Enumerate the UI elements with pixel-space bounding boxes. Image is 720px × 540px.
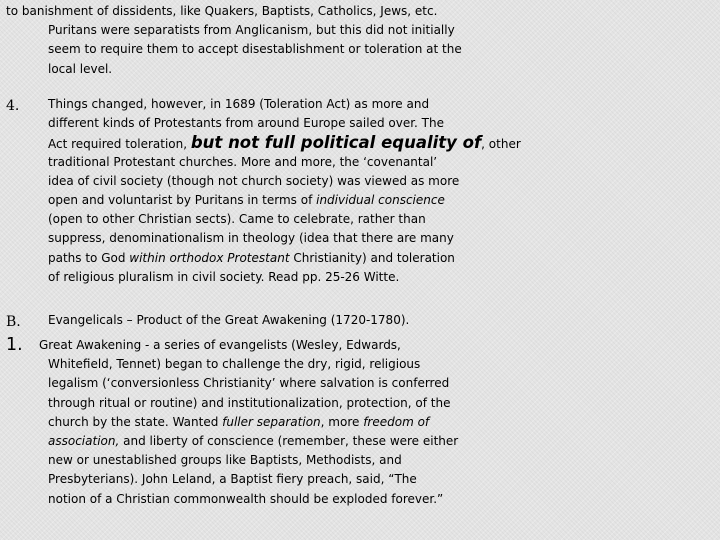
text-line: through ritual or routine) and institutionalization, protection, of the: [48, 395, 451, 410]
italic-text: association,: [48, 433, 120, 448]
paragraph-continuation: [0, 2, 720, 79]
text-line: notion of a Christian commonwealth should be exploded forever.”: [48, 491, 444, 506]
text-line: (open to other Christian sects). Came to celebrate, rather than: [48, 212, 426, 227]
text-line: [0, 249, 720, 268]
text-line: Whitefield, Tennet) began to challenge the dry, rigid, religious: [48, 357, 421, 372]
text-line: [0, 432, 720, 451]
text-line: local level.: [48, 61, 113, 76]
text-line: legalism (‘conversionless Christianity’ where salvation is conferred: [48, 376, 450, 391]
text-run: , more: [320, 414, 364, 429]
list-item-1: [0, 336, 720, 509]
text-run: Act required toleration,: [48, 137, 191, 152]
text-line: Presbyterians). John Leland, a Baptist fiery preach, said, “The: [48, 472, 417, 487]
text-line: [0, 413, 720, 432]
text-run: paths to God: [48, 250, 130, 265]
list-marker: B.: [6, 314, 21, 330]
italic-text: fuller separation: [222, 414, 321, 429]
text-line: Evangelicals – Product of the Great Awakening (1720-1780).: [48, 313, 410, 327]
list-marker: 1.: [6, 335, 23, 355]
text-run: church by the state. Wanted: [48, 414, 223, 429]
text-run: and liberty of conscience (remember, these were either: [119, 433, 459, 448]
text-line: suppress, denominationalism in theology (idea that there are many: [48, 231, 454, 246]
list-item-4: [0, 95, 720, 287]
italic-text: within orthodox Protestant: [129, 250, 290, 265]
text-line: to banishment of dissidents, like Quakers, Baptists, Catholics, Jews, etc.: [6, 4, 438, 18]
text-line: of religious pluralism in civil society. Read pp. 25-26 Witte.: [48, 269, 400, 284]
text-line: [0, 191, 720, 210]
text-line: Puritans were separatists from Anglicanism, but this did not initially: [48, 23, 455, 38]
list-item-b: [0, 311, 720, 330]
text-line: new or unestablished groups like Baptists, Methodists, and: [48, 453, 402, 468]
text-line: idea of civil society (though not church society) was viewed as more: [48, 173, 460, 188]
text-line: traditional Protestant churches. More and more, the ‘covenantal’: [48, 154, 438, 169]
text-line: seem to require them to accept disestablishment or toleration at the: [48, 42, 462, 57]
text-line: Great Awakening - a series of evangelists (Wesley, Edwards,: [39, 338, 401, 352]
text-line: different kinds of Protestants from around Europe sailed over. The: [48, 116, 444, 131]
text-run: Christianity) and toleration: [289, 250, 455, 265]
italic-text: freedom of: [363, 414, 430, 429]
italic-text: individual conscience: [316, 192, 445, 207]
text-run: , other: [481, 137, 521, 152]
list-marker: 4.: [6, 98, 20, 114]
text-line: Things changed, however, in 1689 (Toleration Act) as more and: [48, 97, 430, 111]
text-line: [0, 133, 720, 152]
emphasis-text: but not full political equality of: [190, 133, 482, 153]
text-run: open and voluntarist by Puritans in terms of: [48, 192, 317, 207]
